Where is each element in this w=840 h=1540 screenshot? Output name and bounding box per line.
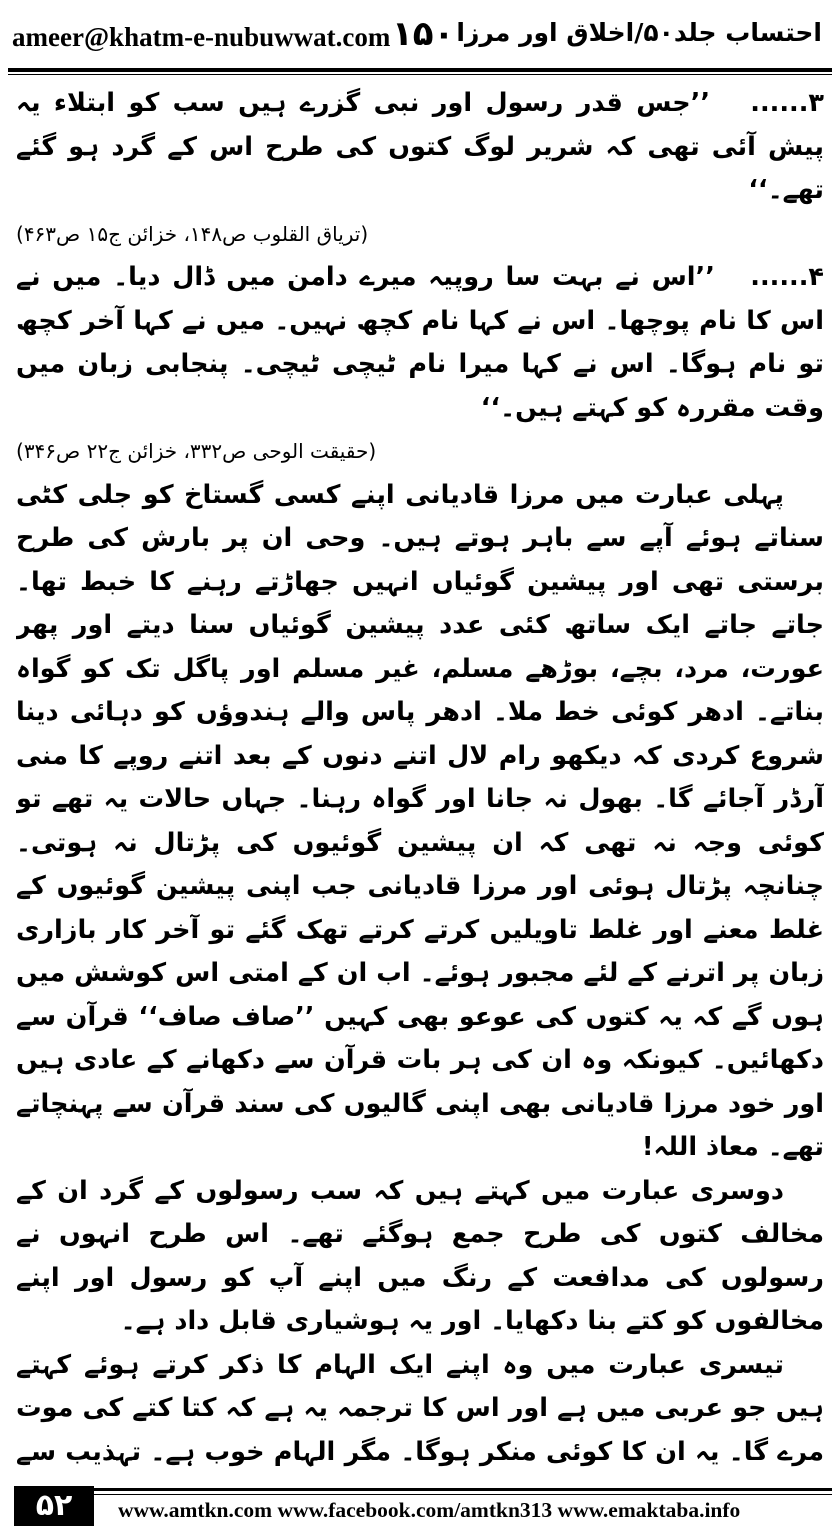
quote-3: [16, 82, 824, 213]
quote-4-reference-line: [16, 430, 824, 474]
header-email: ameer@khatm-e-nubuwwat.com: [12, 22, 391, 52]
quote-number: ۳......: [750, 88, 824, 118]
page-footer: [0, 1484, 840, 1540]
quote-reference: (تریاق القلوب ص۱۴۸، خزائن ج۱۵ ص۴۶۳): [16, 221, 369, 246]
quote-reference: (حقیقت الوحی ص۳۳۲، خزائن ج۲۲ ص۳۴۶): [16, 439, 377, 463]
footer-divider-thin: [94, 1494, 832, 1495]
quote-text: ’’جس قدر رسول اور نبی گزرے ہیں سب کو ابتلاء یہ پیش آئی تھی کہ شریر لوگ کتوں کی طرح اس کے گرد ہو گئے تھے۔‘‘: [16, 88, 824, 205]
quote-3-reference-line: [16, 213, 824, 257]
paragraph: تیسری عبارت میں وہ اپنے ایک الہام کا ذکر کرتے ہوئے کہتے ہیں جو عربی میں ہے اور اس کا ترجمہ یہ ہے کہ کتا کتے کی موت مرے گا۔ یہ ان کا کوئی منکر ہوگا۔ مگر الہام خوب ہے۔ تہذیب سے: [16, 1349, 824, 1467]
page-body: [16, 82, 824, 1472]
footer-links: www.amtkn.com www.facebook.com/amtkn313 www.emaktaba.info: [118, 1498, 741, 1522]
footer-divider: [94, 1488, 832, 1491]
header-page-number: ۱۵۰: [392, 14, 455, 54]
page-header: [0, 0, 840, 72]
header-divider: [8, 68, 832, 75]
paragraph: پہلی عبارت میں مرزا قادیانی اپنے کسی گستاخ کو جلی کٹی سناتے ہوئے آپے سے باہر ہوتے ہیں۔ وحی ان پر بارش کی طرح برستی تھی اور پیشین گوئیاں انہیں جھاڑتے رہنے کا خبط تھا۔ جاتے جاتے ایک ساتھ کئی عدد پیشین گوئیاں سنا دیتے اور پھر عورت، مرد، بچے، بوڑھے مسلم، غیر مسلم اور پاگل تک کو گواہ بناتے۔ ادھر کوئی خط ملا۔ ادھر پاس والے ہندوؤں کو دہائی دینا شروع کردی کہ دیکھو رام لال اتنے دنوں کے بعد اتنے روپے کا منی آرڈر آجائے گا۔ بھول نہ جانا اور گواہ رہنا۔ جہاں حالات یہ تھے تو کوئی وجہ نہ تھی کہ ان پیشین گوئیوں کی پڑتال نہ ہوتی۔ چنانچہ پڑتال ہوئی اور مرزا قادیانی جب اپنی پیشین گوئیوں کے غلط معنے اور غلط تاویلیں کرتے کرتے تھک گئے تو آخر کار بازاری زبان پر اترنے کے لئے مجبور ہوئے۔ اب ان کے امتی اس کوشش میں ہوں گے کہ یہ کتوں کی عوعو بھی کہیں ’’صاف صاف‘‘ قرآن سے دکھائیں۔ کیونکہ وہ ان کی ہر بات قرآن سے دکھانے کے عادی ہیں اور خود مرزا قادیانی بھی اپنی گالیوں کی سند قرآن سے پہنچاتے تھے۔ معاذ اللہ!: [16, 479, 824, 1162]
quote-4: [16, 256, 824, 430]
header-title: احتساب جلد۵۰/اخلاق اور مرزا: [456, 18, 822, 47]
quote-text: ’’اس نے بہت سا روپیہ میرے دامن میں ڈال دیا۔ میں نے اس کا نام پوچھا۔ اس نے کہا نام کچھ نہیں۔ میں نے کہا آخر کچھ تو نام ہوگا۔ اس نے کہا میرا نام ٹیچی ٹیچی۔ پنجابی زبان میں وقت مقررہ کو کہتے ہیں۔‘‘: [16, 262, 824, 423]
footer-page-number: ۵۲: [14, 1486, 94, 1526]
paragraph: دوسری عبارت میں کہتے ہیں کہ سب رسولوں کے گرد ان کے مخالف کتوں کی طرح جمع ہوگئے تھے۔ اس طرح انہوں نے رسولوں کی مدافعت کے رنگ میں اپنے آپ کو رسول اور اپنے مخالفوں کو کتے بنا دکھایا۔ اور یہ ہوشیاری قابل داد ہے۔: [16, 1175, 824, 1336]
quote-number: ۴......: [750, 262, 824, 292]
